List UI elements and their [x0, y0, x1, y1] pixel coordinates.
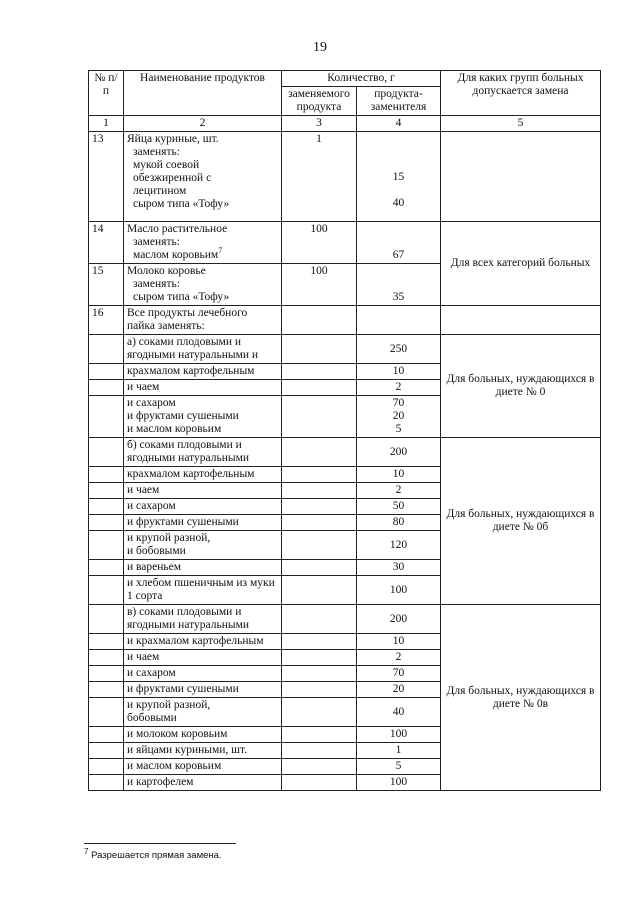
- col-number: 1: [89, 116, 124, 132]
- substitute-value: 100: [389, 583, 408, 596]
- replaced-qty: [282, 727, 357, 743]
- substitute-qty: [357, 775, 441, 791]
- substitute-value: 100: [389, 728, 408, 740]
- product-name-text: маслом коровьим: [133, 249, 219, 261]
- product-name-line: Все продукты лечебного: [127, 307, 248, 319]
- substitute-qty: [357, 650, 441, 666]
- page-number: 19: [313, 40, 327, 55]
- product-name: и яйцами куриными, шт.: [124, 743, 282, 759]
- header-no: № п/п: [89, 71, 124, 116]
- substitute-qty: [357, 499, 441, 515]
- substitute-value: 70: [392, 667, 405, 679]
- product-name: и чаем: [124, 483, 282, 499]
- replaced-qty: [282, 698, 357, 727]
- row-number: 13: [89, 132, 124, 222]
- substitute-value: 15: [392, 171, 405, 183]
- substitute-value: 10: [392, 635, 405, 647]
- table-row: [89, 306, 601, 335]
- substitute-qty: [357, 515, 441, 531]
- col-number: 2: [124, 116, 282, 132]
- substitute-value: 20: [392, 410, 405, 422]
- substitute-value: 5: [395, 760, 402, 772]
- product-name-line: обезжиренной с: [133, 172, 212, 184]
- substitute-value: 10: [392, 468, 405, 480]
- product-name: и сахаром: [124, 666, 282, 682]
- group-all-categories: Для всех категорий больных: [441, 222, 601, 306]
- footnote: [84, 846, 222, 861]
- substitute-qty: [357, 666, 441, 682]
- substitute-qty: [357, 335, 441, 364]
- row-number: 15: [89, 264, 124, 306]
- substitute-qty: [357, 306, 441, 335]
- product-name: и крупой разной, и бобовыми: [124, 531, 282, 560]
- substitute-value: 40: [392, 197, 405, 209]
- product-name: и сахаром и фруктами сушеными и маслом коровьим: [124, 396, 282, 438]
- product-name: и чаем: [124, 650, 282, 666]
- col-number: 4: [357, 116, 441, 132]
- substitute-qty: [357, 560, 441, 576]
- replaced-qty: [282, 396, 357, 438]
- substitute-qty: [357, 396, 441, 438]
- product-name: [124, 306, 282, 335]
- substitute-qty: [357, 380, 441, 396]
- substitute-value: 80: [392, 516, 405, 528]
- substitute-qty: [357, 634, 441, 650]
- replaced-qty: [282, 438, 357, 467]
- group-cell: [441, 306, 601, 335]
- replaced-qty: [282, 483, 357, 499]
- substitute-qty: [357, 698, 441, 727]
- product-name: и вареньем: [124, 560, 282, 576]
- row-number: [89, 364, 124, 380]
- substitute-value: 1: [395, 744, 402, 756]
- substitute-value: 20: [392, 683, 405, 695]
- row-number: [89, 650, 124, 666]
- replaced-qty: [282, 759, 357, 775]
- product-name: и фруктами сушеными: [124, 682, 282, 698]
- replaced-qty: [282, 364, 357, 380]
- product-name-line: заменять:: [133, 146, 180, 158]
- substitute-qty: [357, 743, 441, 759]
- header-qty: Количество, г: [282, 71, 441, 87]
- footnote-divider: [84, 843, 236, 844]
- group-diet-c: Для больных, нуждающихся в диете № 0в: [441, 605, 601, 791]
- replaced-qty: [282, 576, 357, 605]
- row-number: [89, 438, 124, 467]
- substitute-qty: [357, 605, 441, 634]
- substitute-qty: [357, 727, 441, 743]
- row-number: [89, 499, 124, 515]
- product-name-line: мукой соевой: [133, 159, 200, 171]
- col-number: 3: [282, 116, 357, 132]
- table-row: [89, 605, 601, 634]
- substitute-qty: [357, 759, 441, 775]
- substitute-qty: [357, 438, 441, 467]
- replaced-qty: [282, 775, 357, 791]
- replaced-qty: [282, 605, 357, 634]
- substitute-qty: 35: [357, 264, 441, 306]
- product-name-line: заменять:: [133, 278, 180, 290]
- product-name-line: лецитином: [133, 185, 187, 197]
- row-number: [89, 396, 124, 438]
- replaced-qty: 1: [282, 132, 357, 222]
- substitute-value: 2: [395, 484, 402, 496]
- product-name-line: [127, 246, 278, 262]
- substitute-qty: [357, 467, 441, 483]
- product-name: и маслом коровьим: [124, 759, 282, 775]
- substitute-value: 250: [389, 342, 408, 355]
- row-number: [89, 743, 124, 759]
- header-name: Наименование продуктов: [124, 71, 282, 116]
- row-number: [89, 698, 124, 727]
- product-name: [124, 264, 282, 306]
- row-number: [89, 759, 124, 775]
- substitute-value: 40: [392, 705, 405, 718]
- product-name: и крахмалом картофельным: [124, 634, 282, 650]
- row-number: [89, 380, 124, 396]
- substitution-table: [88, 70, 601, 791]
- header-groups: Для каких групп больных допускается замена: [441, 71, 601, 116]
- table-row: [89, 438, 601, 467]
- footnote-text: Разрешается прямая замена.: [91, 850, 222, 861]
- product-name: и картофелем: [124, 775, 282, 791]
- substitute-value: 10: [392, 365, 405, 377]
- product-name-line: заменять:: [133, 236, 180, 248]
- replaced-qty: [282, 650, 357, 666]
- substitute-qty: [357, 364, 441, 380]
- table-row: [89, 132, 601, 222]
- row-number: [89, 576, 124, 605]
- col-number: 5: [441, 116, 601, 132]
- product-name: и крупой разной, бобовыми: [124, 698, 282, 727]
- product-name: и чаем: [124, 380, 282, 396]
- header-replaced: заменяемого продукта: [282, 87, 357, 116]
- replaced-qty: [282, 560, 357, 576]
- substitute-qty: [357, 132, 441, 222]
- substitute-value: 50: [392, 500, 405, 512]
- replaced-qty: [282, 515, 357, 531]
- substitute-value: 200: [389, 445, 408, 458]
- substitute-value: 30: [392, 561, 405, 573]
- product-name-line: Яйца куриные, шт.: [127, 133, 219, 145]
- substitute-value: 2: [395, 651, 402, 663]
- header-substitute: продукта-заменителя: [357, 87, 441, 116]
- product-name: в) соками плодовыми и ягодными натуральными: [124, 605, 282, 634]
- substitute-value: 120: [389, 538, 408, 551]
- replaced-qty: [282, 499, 357, 515]
- substitute-qty: [357, 576, 441, 605]
- row-number: [89, 531, 124, 560]
- product-name: и фруктами сушеными: [124, 515, 282, 531]
- replaced-qty: [282, 306, 357, 335]
- substitute-value: 70: [392, 397, 405, 409]
- group-diet-b: Для больных, нуждающихся в диете № 0б: [441, 438, 601, 605]
- footnote-mark: 7: [218, 246, 223, 256]
- replaced-qty: 100: [282, 264, 357, 306]
- replaced-qty: [282, 743, 357, 759]
- row-number: 14: [89, 222, 124, 264]
- substitute-value: 5: [395, 423, 402, 435]
- replaced-qty: [282, 380, 357, 396]
- substitute-value: 200: [389, 612, 408, 625]
- header-row: [89, 71, 601, 87]
- replaced-qty: [282, 531, 357, 560]
- group-diet-a: Для больных, нуждающихся в диете № 0: [441, 335, 601, 438]
- row-number: [89, 775, 124, 791]
- column-numbers-row: [89, 116, 601, 132]
- row-number: [89, 682, 124, 698]
- row-number: 16: [89, 306, 124, 335]
- product-name-line: сыром типа «Тофу»: [133, 291, 230, 303]
- substitute-value: 2: [395, 381, 402, 393]
- replaced-qty: [282, 335, 357, 364]
- product-name-line: сыром типа «Тофу»: [133, 198, 230, 210]
- product-name: [124, 222, 282, 264]
- substitute-qty: 67: [357, 222, 441, 264]
- row-number: [89, 515, 124, 531]
- table-row: [89, 222, 601, 264]
- replaced-qty: [282, 682, 357, 698]
- row-number: [89, 467, 124, 483]
- replaced-qty: [282, 467, 357, 483]
- product-name: и хлебом пшеничным из муки 1 сорта: [124, 576, 282, 605]
- product-name: б) соками плодовыми и ягодными натуральными: [124, 438, 282, 467]
- product-name: крахмалом картофельным: [124, 467, 282, 483]
- substitute-qty: [357, 483, 441, 499]
- substitute-qty: [357, 682, 441, 698]
- product-name: а) соками плодовыми и ягодными натуральными и: [124, 335, 282, 364]
- substitute-qty: [357, 531, 441, 560]
- product-name-line: Масло растительное: [127, 223, 228, 235]
- replaced-qty: [282, 634, 357, 650]
- substitute-value: 100: [389, 776, 408, 788]
- row-number: [89, 335, 124, 364]
- replaced-qty: 100: [282, 222, 357, 264]
- product-name: и молоком коровьим: [124, 727, 282, 743]
- product-name: [124, 132, 282, 222]
- row-number: [89, 560, 124, 576]
- product-name: и сахаром: [124, 499, 282, 515]
- replaced-qty: [282, 666, 357, 682]
- row-number: [89, 483, 124, 499]
- group-cell: [441, 132, 601, 222]
- row-number: [89, 666, 124, 682]
- product-name-line: пайка заменять:: [127, 320, 205, 332]
- footnote-mark: 7: [84, 846, 89, 856]
- row-number: [89, 727, 124, 743]
- row-number: [89, 634, 124, 650]
- table-row: [89, 335, 601, 364]
- product-name-line: Молоко коровье: [127, 265, 206, 277]
- product-name: крахмалом картофельным: [124, 364, 282, 380]
- row-number: [89, 605, 124, 634]
